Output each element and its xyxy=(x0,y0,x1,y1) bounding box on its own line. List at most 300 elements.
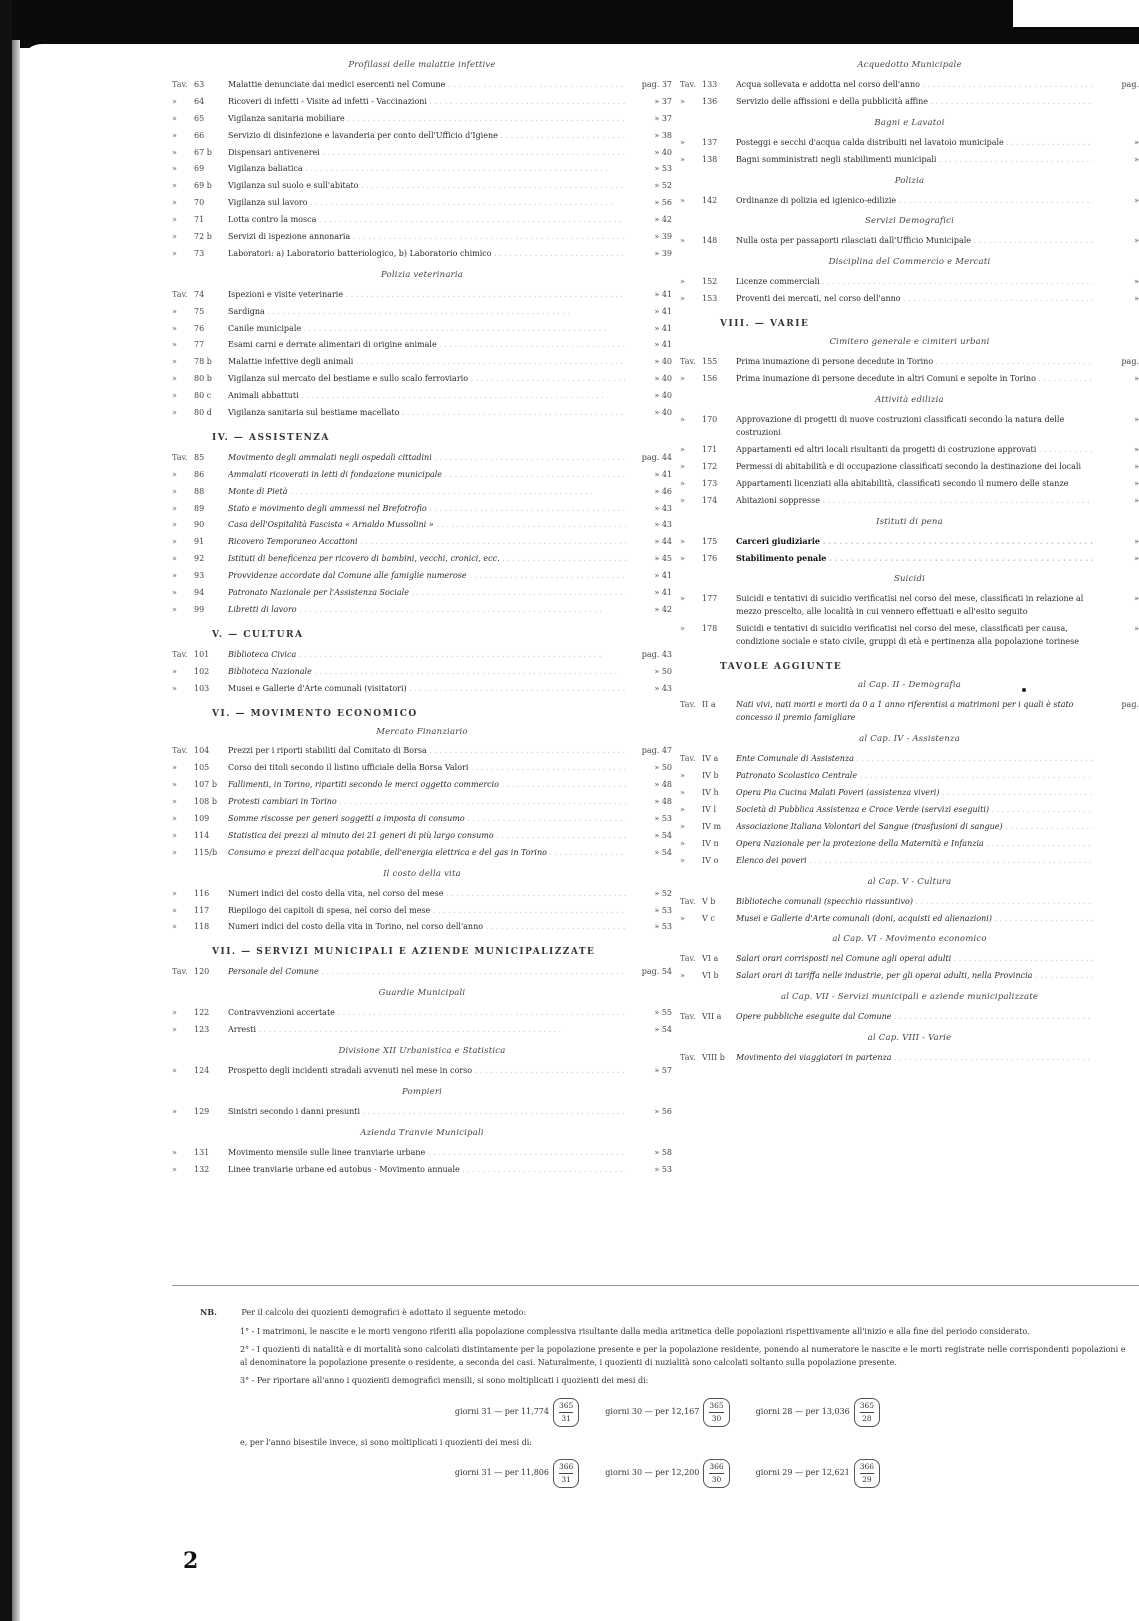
page-ref: » 40 xyxy=(654,407,672,417)
section-heading: Acquedotto Municipale xyxy=(857,60,962,70)
table-number: 89 xyxy=(194,503,205,513)
page-ref: » xyxy=(1134,478,1139,488)
part-heading: V. — CULTURA xyxy=(212,629,304,640)
table-prefix: » xyxy=(172,181,177,191)
index-row xyxy=(172,584,672,601)
note-item-1: 1° - I matrimoni, le nascite e le morti vengono riferiti alla popolazione complessiva risultante dalla media aritmetica delle popolazioni rispettivamente all'inizio e alla fine del periodo considerato. xyxy=(240,1326,1030,1336)
table-prefix: » xyxy=(680,277,685,287)
section-heading: al Cap. IV - Assistenza xyxy=(859,734,960,745)
table-prefix: » xyxy=(172,215,177,225)
table-prefix: » xyxy=(680,461,685,471)
table-prefix: Tav. xyxy=(680,1053,696,1063)
table-description: Lotta contro la mosca . . . xyxy=(228,215,626,224)
table-number: 117 xyxy=(194,905,210,915)
table-description: Ammalati ricoverati in letti di fondazione municipale . . . xyxy=(228,470,626,479)
page-ref: » 45 xyxy=(654,554,672,564)
index-row xyxy=(680,93,1139,110)
page-ref: » 41 xyxy=(654,306,672,316)
index-row xyxy=(680,273,1139,290)
index-row xyxy=(172,533,672,550)
table-number: 74 xyxy=(194,289,205,299)
table-description: Associazione Italiana Volontari del Sangue (trasfusioni di sangue) . . . xyxy=(736,822,1093,831)
page-ref: » xyxy=(1134,277,1139,287)
table-number: 103 xyxy=(194,683,210,693)
table-number: 173 xyxy=(702,478,718,488)
table-number: 171 xyxy=(702,444,718,454)
index-row xyxy=(172,844,672,861)
part-heading: VII. — SERVIZI MUNICIPALI E AZIENDE MUNICIPALIZZATE xyxy=(212,947,596,958)
table-prefix: » xyxy=(172,306,177,316)
index-row xyxy=(172,902,672,919)
table-description: Vigilanza sul suolo e sull'abitato . . . xyxy=(228,181,626,190)
table-prefix: Tav. xyxy=(680,896,696,906)
table-number: IV a xyxy=(702,754,719,764)
table-number: 85 xyxy=(194,452,205,462)
page-ref: » xyxy=(1134,553,1139,563)
table-description: Società di Pubblica Assistenza e Croce Verde (servizi eseguiti) . . . xyxy=(736,805,1093,814)
section-heading: Mercato Finanziario xyxy=(376,726,468,737)
index-row xyxy=(172,793,672,810)
table-description: Linee tranviarie urbane ed autobus - Movimento annuale . . . xyxy=(228,1165,626,1174)
index-row xyxy=(680,967,1139,984)
table-number: 176 xyxy=(702,553,718,563)
table-description: Fallimenti, in Torino, ripartiti secondo le merci oggetto commercio . . . xyxy=(228,780,626,789)
index-row xyxy=(172,776,672,793)
table-prefix: » xyxy=(172,797,177,807)
table-prefix: » xyxy=(172,164,177,174)
page-ref: » 54 xyxy=(654,847,672,857)
fraction-denominator: 30 xyxy=(711,1413,722,1423)
page-ref: pag. xyxy=(1121,700,1139,710)
page-ref: » 53 xyxy=(654,164,672,174)
table-number: 131 xyxy=(194,1147,210,1157)
table-number: IV m xyxy=(702,821,722,831)
table-number: 148 xyxy=(702,236,718,246)
section-heading: Istituti di pena xyxy=(876,516,943,527)
page-ref: » 40 xyxy=(654,374,672,384)
table-prefix: » xyxy=(680,373,685,383)
index-row xyxy=(172,370,672,387)
index-row xyxy=(680,441,1139,458)
table-number: 153 xyxy=(702,294,718,304)
fraction-denominator: 28 xyxy=(862,1413,872,1423)
table-prefix: » xyxy=(172,571,177,581)
index-row xyxy=(680,750,1139,767)
table-number: VI b xyxy=(702,971,719,981)
table-prefix: » xyxy=(172,1008,177,1018)
table-number: 88 xyxy=(194,486,205,496)
table-description: Approvazione di progetti di nuove costruzioni classificati secondo la natura delle costruzioni xyxy=(736,414,1065,437)
index-row xyxy=(172,516,672,533)
table-description: Arresti . . . xyxy=(228,1025,626,1034)
table-description: Appartamenti ed altri locali risultanti da progetti di costruzione approvati . . . xyxy=(736,445,1093,454)
table-description: Statistica dei prezzi al minuto dei 21 generi di più largo consumo . . . xyxy=(228,831,626,840)
table-description: Ricoveri di infetti - Visite ad infetti - Vaccinazioni . . . xyxy=(228,97,626,106)
table-description: Stabilimento penale . . . xyxy=(736,553,1093,563)
index-row xyxy=(172,1103,672,1120)
table-prefix: » xyxy=(172,666,177,676)
table-number: 178 xyxy=(702,624,718,634)
index-row xyxy=(680,492,1139,509)
page-ref: » xyxy=(1134,495,1139,505)
table-description: Opera Nazionale per la protezione della Maternità e Infanzia . . . xyxy=(736,839,1093,848)
fraction-numerator: 365 xyxy=(709,1400,723,1413)
section-heading: Polizia veterinaria xyxy=(380,269,464,280)
page-ref: » 43 xyxy=(654,503,672,513)
table-number: 124 xyxy=(194,1066,210,1076)
table-number: 65 xyxy=(194,113,205,123)
page-ref: » 46 xyxy=(654,486,672,496)
table-prefix: Tav. xyxy=(680,357,696,367)
page-ref: » 53 xyxy=(654,905,672,915)
table-number: 115/b xyxy=(194,847,218,857)
part-heading: IV. — ASSISTENZA xyxy=(212,432,330,443)
index-row xyxy=(680,1049,1139,1066)
table-number: 93 xyxy=(194,571,205,581)
scan-top-band xyxy=(0,0,1139,48)
index-row xyxy=(172,404,672,421)
fraction-denominator: 31 xyxy=(561,1413,571,1423)
page-ref: » xyxy=(1134,444,1139,454)
table-number: 80 c xyxy=(194,391,212,401)
page-ref: » xyxy=(1134,137,1139,147)
section-heading: Servizi Demografici xyxy=(864,216,955,227)
page-ref: » 40 xyxy=(654,391,672,401)
table-prefix: Tav. xyxy=(680,954,696,964)
table-prefix: » xyxy=(172,147,177,157)
table-number: 102 xyxy=(194,666,210,676)
index-row xyxy=(172,601,672,618)
table-number: 175 xyxy=(702,536,718,546)
page-ref: » 40 xyxy=(654,357,672,367)
table-number: 91 xyxy=(194,537,205,547)
index-row xyxy=(172,919,672,936)
table-description: Servizi di ispezione annonaria . . . xyxy=(228,232,626,241)
formula xyxy=(756,1459,880,1488)
index-row xyxy=(172,827,672,844)
page-ref: pag. 44 xyxy=(641,452,672,462)
page-ref: pag. 37 xyxy=(641,79,672,89)
table-description: Biblioteche comunali (specchio riassuntivo) . . . xyxy=(736,897,1093,906)
table-prefix: » xyxy=(172,520,177,530)
table-prefix: Tav. xyxy=(680,79,696,89)
index-row xyxy=(172,177,672,194)
table-prefix: » xyxy=(680,478,685,488)
table-description: Riepilogo dei capitoli di spesa, nel corso del mese . . . xyxy=(228,906,626,915)
section-heading: al Cap. VII - Servizi municipali e aziende municipalizzate xyxy=(780,992,1039,1003)
table-description: Licenze commerciali . . . xyxy=(736,277,1093,286)
formula-text: giorni 31 — per 11,774 xyxy=(454,1406,549,1416)
table-number: 170 xyxy=(702,414,718,424)
table-number: 75 xyxy=(194,306,205,316)
table-prefix: » xyxy=(172,814,177,823)
table-description: Ente Comunale di Assistenza . . . xyxy=(736,754,1093,763)
table-number: VIII b xyxy=(702,1053,725,1063)
table-description: Vigilanza sanitaria mobiliare . . . xyxy=(228,114,626,123)
table-description: Movimento mensile sulle linee tranviarie urbane . . . xyxy=(228,1148,626,1157)
table-number: 129 xyxy=(194,1106,210,1116)
table-description: Prezzi per i riporti stabiliti dal Comitato di Borsa . . . xyxy=(228,746,626,755)
formula-text: giorni 30 — per 12,167 xyxy=(605,1406,700,1416)
fraction-numerator: 365 xyxy=(860,1400,874,1413)
table-description: Ricovero Temporaneo Accattoni . . . xyxy=(228,537,626,546)
table-prefix: Tav. xyxy=(172,967,188,977)
index-row xyxy=(172,320,672,337)
table-prefix: Tav. xyxy=(680,700,696,710)
formula xyxy=(605,1398,729,1427)
page-ref: pag. 43 xyxy=(641,649,672,659)
fraction-denominator: 31 xyxy=(561,1475,571,1484)
table-description: Animali abbattuti . . . xyxy=(228,391,626,400)
section-heading: Divisione XII Urbanistica e Statistica xyxy=(338,1046,506,1057)
table-number: 156 xyxy=(702,373,718,383)
table-prefix: » xyxy=(172,922,177,932)
page-ref: » xyxy=(1134,236,1139,246)
table-description: Patronato Nazionale per l'Assistenza Sociale . . . xyxy=(228,588,626,597)
fraction xyxy=(854,1459,880,1488)
index-row xyxy=(680,801,1139,818)
table-prefix: » xyxy=(172,113,177,123)
section-heading: Il costo della vita xyxy=(383,868,461,879)
page-ref: » 50 xyxy=(654,763,672,773)
table-number: 108 b xyxy=(194,797,217,807)
fraction xyxy=(553,1459,579,1488)
page-ref: pag. xyxy=(1121,79,1139,89)
table-number: 94 xyxy=(194,587,205,597)
page-ref: » 43 xyxy=(654,683,672,693)
formula xyxy=(756,1398,880,1427)
table-prefix: » xyxy=(680,236,685,246)
table-description: Personale del Comune . . . xyxy=(228,967,626,976)
page-ref: » 39 xyxy=(654,231,672,241)
formula-text: giorni 28 — per 13,036 xyxy=(755,1406,850,1416)
scan-top-notch xyxy=(1013,0,1139,27)
table-number: 73 xyxy=(194,248,205,258)
table-number: 107 b xyxy=(194,780,217,790)
table-description: Somme riscosse per generi soggetti a imposta di consumo . . . xyxy=(228,814,626,823)
formula xyxy=(455,1398,579,1427)
table-prefix: » xyxy=(680,553,685,563)
section-heading: al Cap. VIII - Varie xyxy=(867,1033,952,1044)
index-row xyxy=(680,550,1139,567)
table-number: 118 xyxy=(194,922,210,932)
index-row xyxy=(172,286,672,303)
table-prefix: » xyxy=(680,913,685,923)
table-prefix: » xyxy=(172,604,177,614)
page-ref: » 43 xyxy=(654,520,672,530)
table-description: Dispensari antivenerei . . . xyxy=(228,148,626,157)
table-number: 101 xyxy=(194,649,210,659)
table-number: 69 xyxy=(194,164,205,174)
index-row xyxy=(680,232,1139,249)
table-prefix: » xyxy=(680,594,685,604)
table-description: Sinistri secondo i danni presunti . . . xyxy=(228,1107,626,1116)
page-ref: » 55 xyxy=(654,1008,672,1018)
table-number: 77 xyxy=(194,340,205,350)
table-number: 136 xyxy=(702,96,718,106)
index-row xyxy=(680,192,1139,209)
index-row xyxy=(172,885,672,902)
formula-text: giorni 31 — per 11,806 xyxy=(454,1468,549,1478)
index-row xyxy=(172,228,672,245)
index-row xyxy=(172,1021,672,1038)
table-description: Musei e Gallerie d'Arte comunali (visitatori) . . . xyxy=(228,684,626,693)
index-row xyxy=(680,767,1139,784)
fraction-numerator: 366 xyxy=(709,1461,723,1474)
table-description: Vigilanza sul lavoro . . . xyxy=(228,198,626,207)
table-prefix: » xyxy=(680,195,685,205)
table-prefix: » xyxy=(680,838,685,848)
table-description: Ordinanze di polizia ed igienico-edilizie . . . xyxy=(736,196,1093,205)
table-prefix: » xyxy=(680,536,685,546)
table-description: Libretti di lavoro . . . xyxy=(228,605,626,614)
table-description: Protesti cambiari in Torino . . . xyxy=(228,797,626,806)
table-number: VII a xyxy=(702,1012,722,1022)
section-heading: Polizia xyxy=(894,175,925,186)
page-ref: pag. xyxy=(1121,357,1139,367)
table-description: Proventi dei mercati, nel corso dell'anno . . . xyxy=(736,294,1093,303)
table-prefix: » xyxy=(680,855,685,865)
index-row xyxy=(172,1062,672,1079)
table-prefix: » xyxy=(172,537,177,547)
index-row xyxy=(680,852,1139,869)
fraction xyxy=(703,1398,729,1427)
table-number: 80 b xyxy=(194,374,212,384)
table-prefix: Tav. xyxy=(680,1012,696,1022)
table-number: 63 xyxy=(194,79,205,89)
table-description: Malattie infettive degli animali . . . xyxy=(228,357,626,366)
table-description: Suicidi e tentativi di suicidio verificatisi nel corso del mese, classificati per causa, condizione sociale e stato civile, gruppi di età e pertinenza alla popolazione torinese xyxy=(736,624,1079,647)
table-description: Vigilanza baliatica . . . xyxy=(228,164,626,173)
section-heading: al Cap. V - Cultura xyxy=(867,876,952,887)
table-prefix: » xyxy=(172,486,177,496)
page-ref: » 58 xyxy=(654,1147,672,1157)
fraction xyxy=(703,1459,729,1488)
table-prefix: » xyxy=(680,444,685,454)
section-heading: al Cap. II - Demografia xyxy=(857,680,962,691)
table-description: Canile municipale . . . xyxy=(228,324,626,333)
page-ref: » xyxy=(1134,624,1139,634)
table-prefix: » xyxy=(172,780,177,790)
page-number: 2 xyxy=(183,1548,199,1574)
table-description: Stato e movimento degli ammessi nel Brefotrofio . . . xyxy=(228,504,626,513)
table-description: Patronato Scolastico Centrale . . . xyxy=(736,771,1093,780)
index-row xyxy=(680,533,1139,550)
page-ref: » 52 xyxy=(654,181,672,191)
index-row xyxy=(172,680,672,697)
page-ref: » 41 xyxy=(654,340,672,350)
table-prefix: » xyxy=(172,323,177,333)
index-row xyxy=(172,663,672,680)
index-row xyxy=(172,449,672,466)
table-number: 104 xyxy=(194,746,210,756)
section-heading: Guardie Municipali xyxy=(378,988,466,999)
index-row xyxy=(680,475,1139,492)
table-description: Elenco dei poveri . . . xyxy=(736,856,1093,865)
index-row xyxy=(172,759,672,776)
table-number: 123 xyxy=(194,1025,210,1035)
index-row xyxy=(680,353,1139,370)
table-prefix: » xyxy=(172,1147,177,1157)
page-ref: » xyxy=(1134,594,1139,604)
page-ref: » 42 xyxy=(654,604,672,614)
table-prefix: » xyxy=(680,821,685,831)
page-ref: » xyxy=(1134,154,1139,164)
table-description: Prima inumazione di persone decedute in altri Comuni e sepolte in Torino . . . xyxy=(736,374,1093,383)
index-row xyxy=(172,483,672,500)
table-number: IV n xyxy=(702,838,719,848)
table-description: Salari orari di tariffa nelle industrie, per gli operai adulti, nella Provincia . . . xyxy=(736,971,1093,980)
note-item-3: 3° - Per riportare all'anno i quozienti demografici mensili, si sono moltiplicati i quozienti dei mesi di: xyxy=(240,1376,649,1385)
table-description: Laboratori: a) Laboratorio batteriologico, b) Laboratorio chimico . . . xyxy=(228,249,626,258)
nb-label: NB. xyxy=(200,1307,217,1317)
page-ref: » 41 xyxy=(654,289,672,299)
table-number: V b xyxy=(702,896,716,906)
table-description: Suicidi e tentativi di suicidio verificatisi nel corso del mese, classificati in relazione al mezzo prescelto, alle località in cui vennero effettuati e all'esito seguito xyxy=(736,594,1084,617)
table-number: 67 b xyxy=(194,147,212,157)
table-prefix: » xyxy=(172,503,177,513)
table-prefix: » xyxy=(680,771,685,781)
page-ref: » 53 xyxy=(654,814,672,823)
page-ref: » 53 xyxy=(654,922,672,932)
table-description: Opere pubbliche eseguite dal Comune . . . xyxy=(736,1012,1093,1021)
table-number: 90 xyxy=(194,520,205,530)
page-ref: » xyxy=(1134,536,1139,546)
index-row xyxy=(172,1144,672,1161)
page-ref: pag. 47 xyxy=(641,746,672,756)
table-description: Permessi di abitabilità e di occupazione classificati secondo la destinazione dei locali xyxy=(736,461,1082,471)
index-row xyxy=(680,696,1139,726)
index-row xyxy=(680,1008,1139,1025)
table-number: 122 xyxy=(194,1008,210,1018)
table-prefix: » xyxy=(172,469,177,479)
table-prefix: » xyxy=(172,96,177,106)
index-row xyxy=(172,646,672,663)
section-heading: Cimitero generale e cimiteri urbani xyxy=(829,337,990,348)
page-ref: » 37 xyxy=(654,113,672,123)
section-heading: al Cap. VI - Movimento economico xyxy=(832,934,987,945)
table-number: 133 xyxy=(702,79,718,89)
table-prefix: » xyxy=(172,340,177,350)
table-prefix: » xyxy=(172,1106,177,1116)
table-prefix: » xyxy=(172,888,177,898)
index-row xyxy=(172,303,672,320)
page-ref: » 41 xyxy=(654,469,672,479)
index-row xyxy=(172,353,672,370)
table-description: Opera Pia Cucina Malati Poveri (assistenza viveri) . . . xyxy=(736,788,1093,797)
table-prefix: » xyxy=(172,130,177,140)
table-prefix: » xyxy=(680,971,685,981)
table-prefix: Tav. xyxy=(680,754,696,764)
page-ref: » xyxy=(1134,414,1139,424)
table-number: 142 xyxy=(702,195,718,205)
index-row xyxy=(680,290,1139,307)
page-ref: » 52 xyxy=(654,888,672,898)
table-description: Provvidenze accordate dal Comune alle famiglie numerose . . . xyxy=(228,571,626,580)
table-number: 92 xyxy=(194,554,205,564)
index-row xyxy=(680,370,1139,387)
part-heading: VIII. — VARIE xyxy=(720,319,810,330)
table-number: 137 xyxy=(702,137,718,147)
table-prefix: » xyxy=(172,905,177,915)
table-description: Numeri indici del costo della vita in Torino, nel corso dell'anno . . . xyxy=(228,922,626,931)
table-prefix: » xyxy=(680,414,685,424)
page-ref: » 56 xyxy=(654,1106,672,1116)
table-number: II a xyxy=(702,700,716,710)
note-item-2: 2° - I quozienti di natalità e di mortalità sono calcolati distintamente per la popolazione presente e per la popolazione residente, ponendo al numeratore le nascite e le morti registrate nelle corrispondenti popolazioni e al denominatore la popolazione presente o residente, a seconda dei casi. Naturalmente, i quozienti di nuzialità sono calcolati soltanto sulla popolazione presente. xyxy=(240,1345,1126,1367)
table-number: 69 b xyxy=(194,181,212,191)
table-prefix: » xyxy=(680,495,685,505)
